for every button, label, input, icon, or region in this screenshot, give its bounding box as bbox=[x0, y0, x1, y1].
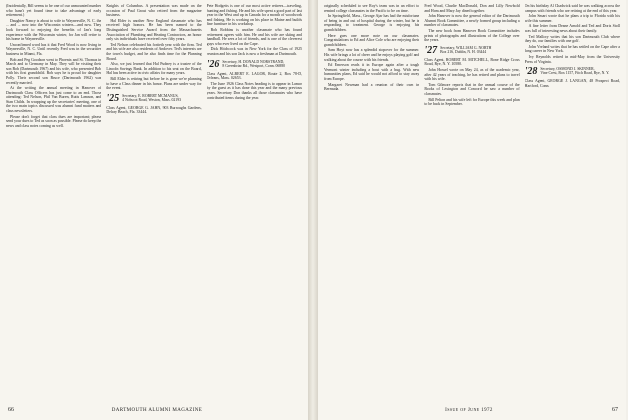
paragraph: Ed Emerson reads it in Europe again after a tough Vermont winter including a bout with a bug. With new humanities plans, Ed said he would not afford to stay away from Europe. bbox=[324, 63, 420, 81]
issue-label: Issue of June 1972 bbox=[445, 408, 493, 413]
paragraph: Unconfirmed word has it that Fred Wood is now living in Waynesville, N. C. Until recently Fred was in the securities business in Miami, Fla. bbox=[6, 42, 102, 56]
paragraph: The new book from Hanover Book Committee includes prints of photographs and illustrations of the College over the years. bbox=[424, 28, 520, 43]
secretary-line: 4 Nobscot Road, Weston, Mass. 02193 bbox=[122, 97, 181, 102]
paragraph: Hal Elder is another New England classmate who has received high honors. He has been named to the Distinguished Service Award from the Massachusetts Association of Plumbing and Heating Contractors, an honor only six individuals have received over fifty years. bbox=[106, 18, 202, 42]
paragraph: Knights of Columbus. A presentation was made on the occasion of Paul Grout who retired from the magazine business. bbox=[106, 4, 202, 18]
paragraph: Sam Hoyt now has a splendid stopover for the summer. His wife brings a lot of cheer and he enjoys playing golf and walking about the course with his friends. bbox=[324, 48, 420, 62]
paragraph: John Hossel wrote on May 24, as of the academic year, after 42 years of teaching, he has retired and plans to travel with his wife. bbox=[424, 67, 520, 82]
class-heading-25 bbox=[106, 94, 201, 104]
paragraph: Here goes one more note on our classmates. Congratulations to Ed and Alice Cole who are enjoying their grandchildren. bbox=[324, 33, 420, 47]
class-heading-28 bbox=[525, 67, 620, 77]
right-page-columns bbox=[324, 4, 620, 398]
paragraph: Ivy Reynolds retired in mid-May from the University Press of Virginia. bbox=[524, 54, 620, 64]
right-column-3 bbox=[525, 4, 620, 398]
right-page bbox=[318, 0, 626, 420]
paragraph: The June 1926 Class Notes heading is to appear in Lamor by the guest as it has done this year and the many previous years. Secretary Don thanks all those classmates who have contributed items during the year. bbox=[206, 81, 302, 100]
paragraph: On his birthday Al Chadwick said he was walking across the campus with friends who are retiring at the end of this year. bbox=[524, 4, 620, 13]
class-secretary bbox=[540, 67, 609, 75]
paragraph: Also, we just learned that Hal Pudney is a trustee of the Lincoln Savings Bank. In addition to his seat on the Board, Hal has been active in civic affairs for many years. bbox=[106, 62, 202, 76]
left-column-3 bbox=[207, 4, 302, 398]
gutter bbox=[308, 0, 318, 420]
left-page-columns bbox=[6, 4, 302, 398]
paragraph: Dick Hitchcock was in New York for the Class of 1925 reunion and his son Jack is now a freshman at Dartmouth. bbox=[206, 47, 302, 56]
left-page bbox=[0, 0, 308, 420]
class-year: '27 bbox=[424, 44, 438, 56]
right-column-1 bbox=[324, 4, 419, 398]
paragraph: Margaret Newman had a reunion of their own in Bermuda. bbox=[324, 82, 420, 92]
page-number: 66 bbox=[8, 407, 14, 413]
paragraph: Ted Mallory writes that his son Dartmouth Club where they do, our families with one golf. bbox=[524, 34, 620, 44]
secretary-line: Secretary, WILLIAM G. NORTH bbox=[440, 45, 492, 50]
class-year: '28 bbox=[524, 66, 538, 78]
paragraph: Daughter Nancy is about to wife to Waynesville, N. C. the ... and ... now into the Wisconsin winters—and now. They look forward to enjoying the benefits of Jan's long experience with the Wisconsin winter, for Jan will retire to his home in Waynesville. bbox=[6, 18, 102, 42]
paragraph: Class Agent, GEORGE J. LANGAN, 48 Prospect Road, Hartford, Conn. bbox=[524, 79, 620, 88]
paragraph: Class Agent, ROBERT M. MITCHELL, Bone Ridge Cross Road, Rye, N. Y. 10580. bbox=[424, 57, 520, 67]
paragraph: (Incidentally, Bill seems to be one of our unmounted number who hasn't yet found time to take advantage of early retirement.) bbox=[6, 4, 102, 18]
paragraph: Ted Nelson celebrated his fortieth year with the firm. Ted and his wife are also residents of Andover. Ted's interests are the town's budget, and he also finds time for the Planning Board. bbox=[106, 42, 202, 61]
right-page-footer bbox=[326, 407, 618, 414]
paragraph: In Springfield, Mass., George Ajar has had the misfortune of being in and out of hospital during the winter, but he is responding to treatment. George is enjoying his grandchildren. bbox=[324, 14, 420, 32]
secretary-line: 8 Greenbriar Rd., Westport, Conn. 06880 bbox=[222, 63, 286, 68]
left-page-footer bbox=[8, 407, 300, 414]
secretary-line: Secretary, H. DONALD NORSTRAND, bbox=[222, 59, 285, 64]
right-column-2 bbox=[424, 4, 519, 398]
class-secretary bbox=[440, 46, 491, 54]
paragraph: Bill Elder is retiring but before he is gone we're planning to have a Class dinner in his honor. Plans are under way for the event. bbox=[106, 76, 202, 91]
class-heading-26 bbox=[207, 60, 302, 70]
paragraph: Pete Hodgetts is one of our most active retirees—traveling, hunting and fishing. He and his wife spent a good part of last year in the West and up in Canada for a month of woodwork and fishing. He is working on his place in Maine and builds fine furniture in his workshop. bbox=[206, 4, 302, 27]
paragraph: Please don't forget that class dues are important; please send your dues to Ted as soon as possible. Please do keep the news and class notes coming as well. bbox=[6, 114, 102, 128]
secretary-line: Secretary, OSMOND J. SKINNER, bbox=[540, 67, 595, 72]
secretary-line: Vine Crest, Box 1157, Fitch Road, Rye, N. Y. bbox=[540, 71, 610, 76]
class-heading-27 bbox=[424, 46, 519, 56]
paragraph: John Smart wrote that he plans a trip to Florida with his wife this summer. bbox=[524, 14, 620, 23]
class-year: '25 bbox=[106, 92, 120, 104]
paragraph: originally scheduled to see Roy's team was in an effort to remind college classmates in the Pacific to be on time. bbox=[324, 4, 420, 13]
paragraph: Class Agent, GEORGE G. JAHN, 903 Burroughs Gardens, Delray Beach, Fla. 33444. bbox=[106, 105, 202, 115]
page-number: 67 bbox=[612, 407, 618, 413]
paragraph: Bill Pelton and his wife left for Europe this week and plan to be back in September. bbox=[424, 97, 520, 107]
left-column-2 bbox=[106, 4, 201, 398]
class-secretary bbox=[122, 94, 181, 102]
class-year: '26 bbox=[206, 58, 220, 70]
paragraph: Fred Wood, Charlie MacDonald, Don and Lilly Newbold and Hom and Mary Jay dined together. bbox=[424, 4, 520, 13]
paragraph: At the writing the annual meeting in Hanover of Dartmouth Class Officers has just come to an end. Those attending: Ted Nelson, Phil Van Buren, Rutts Lamson, and Stan Childs. In wrapping up the secretaries' meeting, one of the two main topics discussed was alumni fund matters and class newsletters. bbox=[6, 86, 102, 114]
paragraph: Class Agent, ALBERT E. LAGOR, Route 2, Box 78-D, Orleans, Mass. 02653. bbox=[206, 71, 302, 81]
paragraph: A fine letter from Deane Arnold and Ted and Doris Stoll was full of interesting news about their family. bbox=[524, 24, 620, 33]
paragraph: Bob and Peg Goodson went to Phoenix and St. Thomas in March and to Germany in May. They will be visiting their son Bob (Dartmouth 1967) and his wife, who presented Bob with his first grandchild. Bob says he is proud for daughter Polly. Their second son Bruce (Dartmouth 1962) was recently married. bbox=[6, 57, 102, 85]
class-secretary bbox=[222, 60, 285, 68]
secretary-line: Secretary, E. ROBERT MCMANUS, bbox=[122, 93, 179, 98]
paragraph: Tom Gilmore reports that in the annual course of the Books of Lexington and Concord he saw a number of classmates. bbox=[424, 82, 520, 96]
paragraph: John Hanover is now the general editor of the Dartmouth Alumni Book Committee, a newly formed group including a number of classmates. bbox=[424, 14, 520, 28]
paragraph: John Vreland writes that he has settled on the Cape after a long career in New York. bbox=[524, 44, 620, 54]
magazine-title: DARTMOUTH ALUMNI MAGAZINE bbox=[111, 408, 203, 413]
paragraph: Bob Robbins is another classmate who has found retirement agrees with him. He and his wife are skiing and handball. He sees a lot of friends, and is one of the cleverest guys who ever lived on the Cape. bbox=[206, 27, 302, 46]
left-column-1 bbox=[6, 4, 101, 398]
secretary-line: Box 216, Dublin, N. H. 03444 bbox=[440, 49, 487, 54]
